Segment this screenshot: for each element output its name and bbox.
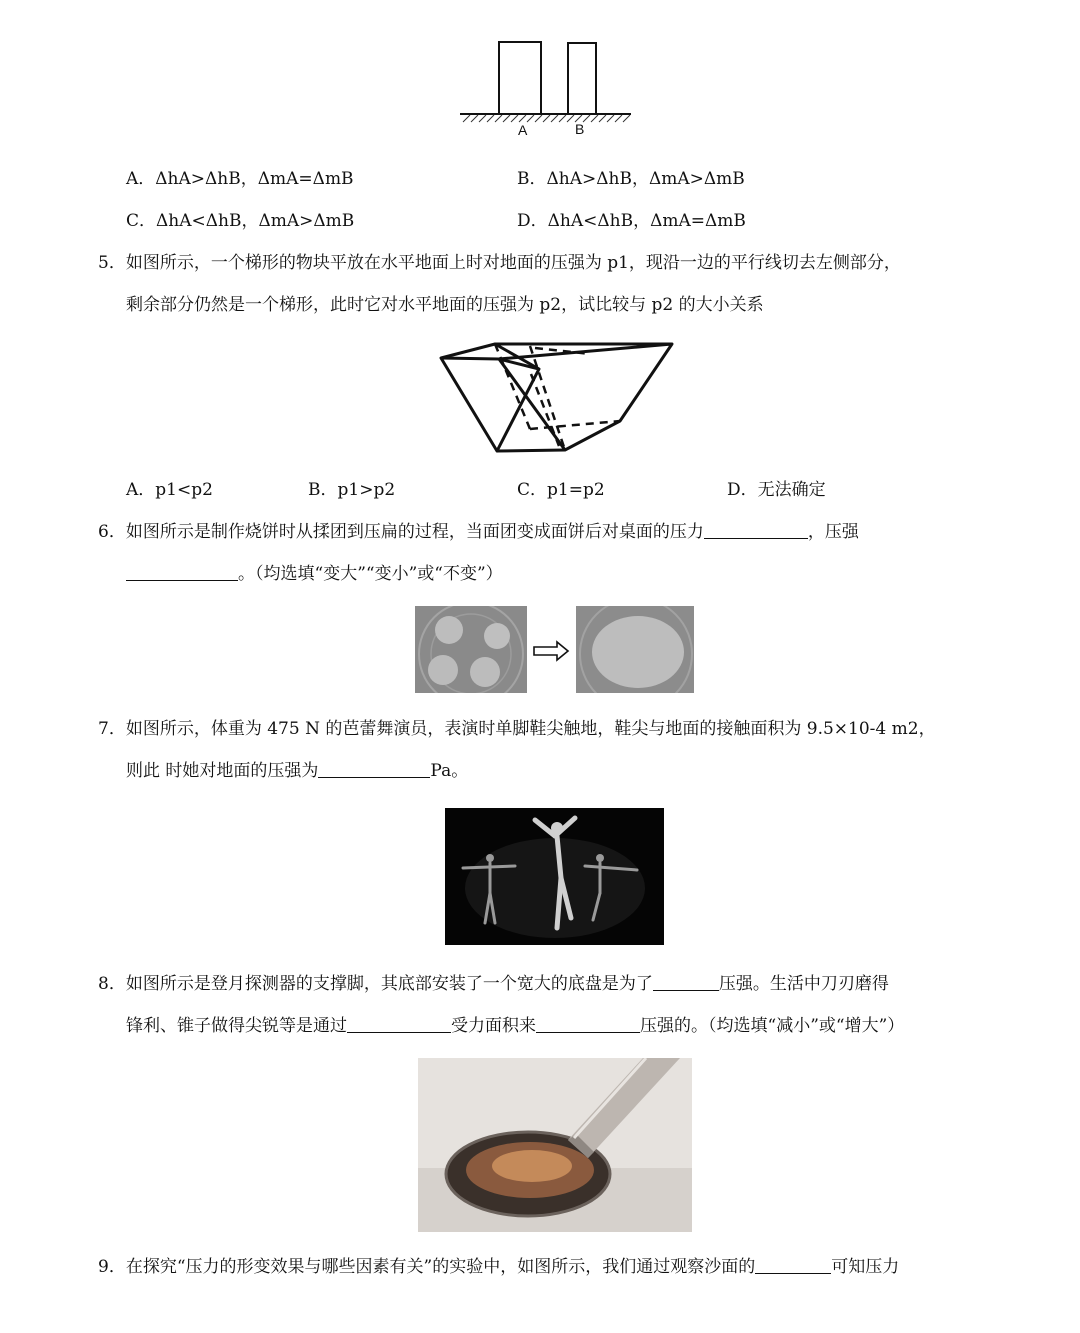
blocks-figure [455,36,635,140]
label-a: A [518,122,528,138]
q7-line1: 7．如图所示，体重为 475 N 的芭蕾舞演员，表演时单脚鞋尖触地，鞋尖与地面的接触面积为 9.5×10-4 m2， [98,719,936,739]
dough-flat-photo [576,606,694,693]
q5-line1: 5．如图所示，一个梯形的物块平放在水平地面上时对地面的压强为 p1，现沿一边的平行线切去左侧部分， [98,253,901,273]
q8-blank-2[interactable] [347,1014,451,1033]
q4-option-a: A．ΔhA>ΔhB，ΔmA=ΔmB [126,169,354,189]
q6-blank-pressure[interactable] [126,562,238,581]
q6-line1: 6．如图所示是制作烧饼时从揉团到压扁的过程，当面团变成面饼后对桌面的压力 ，压强 [98,522,859,542]
q6-blank-force[interactable] [704,520,808,539]
q5-option-c: C．p1=p2 [517,480,605,500]
lander-foot-photo [418,1058,692,1232]
q6-line2: 。（均选填“变大”“变小”或“不变”） [126,562,503,586]
q4-option-c: C．ΔhA<ΔhB，ΔmA>ΔmB [126,211,355,231]
q5-line2: 剩余部分仍然是一个梯形，此时它对水平地面的压强为 p2，试比较与 p2 的大小关系 [126,295,764,315]
label-b: B [575,121,585,137]
q7-line2: 则此 时她对地面的压强为 Pa。 [126,761,469,781]
q4-option-d: D．ΔhA<ΔhB，ΔmA=ΔmB [517,211,746,231]
q5-option-b: B．p1>p2 [308,480,396,500]
q5-option-d: D．无法确定 [727,480,826,500]
q9-line1: 9．在探究“压力的形变效果与哪些因素有关”的实验中，如图所示，我们通过观察沙面的 可知压力 [98,1257,900,1277]
q8-line1: 8．如图所示是登月探测器的支撑脚，其底部安装了一个宽大的底盘是为了 压强。生活中刀刃磨得 [98,974,889,994]
q8-line2: 锋利、锥子做得尖锐等是通过 受力面积来 压强的。（均选填“减小”或“增大”） [126,1016,905,1036]
q4-option-b: B．ΔhA>ΔhB，ΔmA>ΔmB [517,169,745,189]
ballet-dancer-photo [445,808,664,945]
q8-blank-1[interactable] [653,972,719,991]
dough-balls-photo [415,606,527,693]
trapezoid-figure [435,334,680,458]
q5-option-a: A．p1<p2 [126,480,213,500]
arrow-icon [531,640,571,662]
q8-blank-3[interactable] [536,1014,640,1033]
q9-blank-1[interactable] [755,1255,831,1274]
q7-blank-pressure[interactable] [318,759,430,778]
